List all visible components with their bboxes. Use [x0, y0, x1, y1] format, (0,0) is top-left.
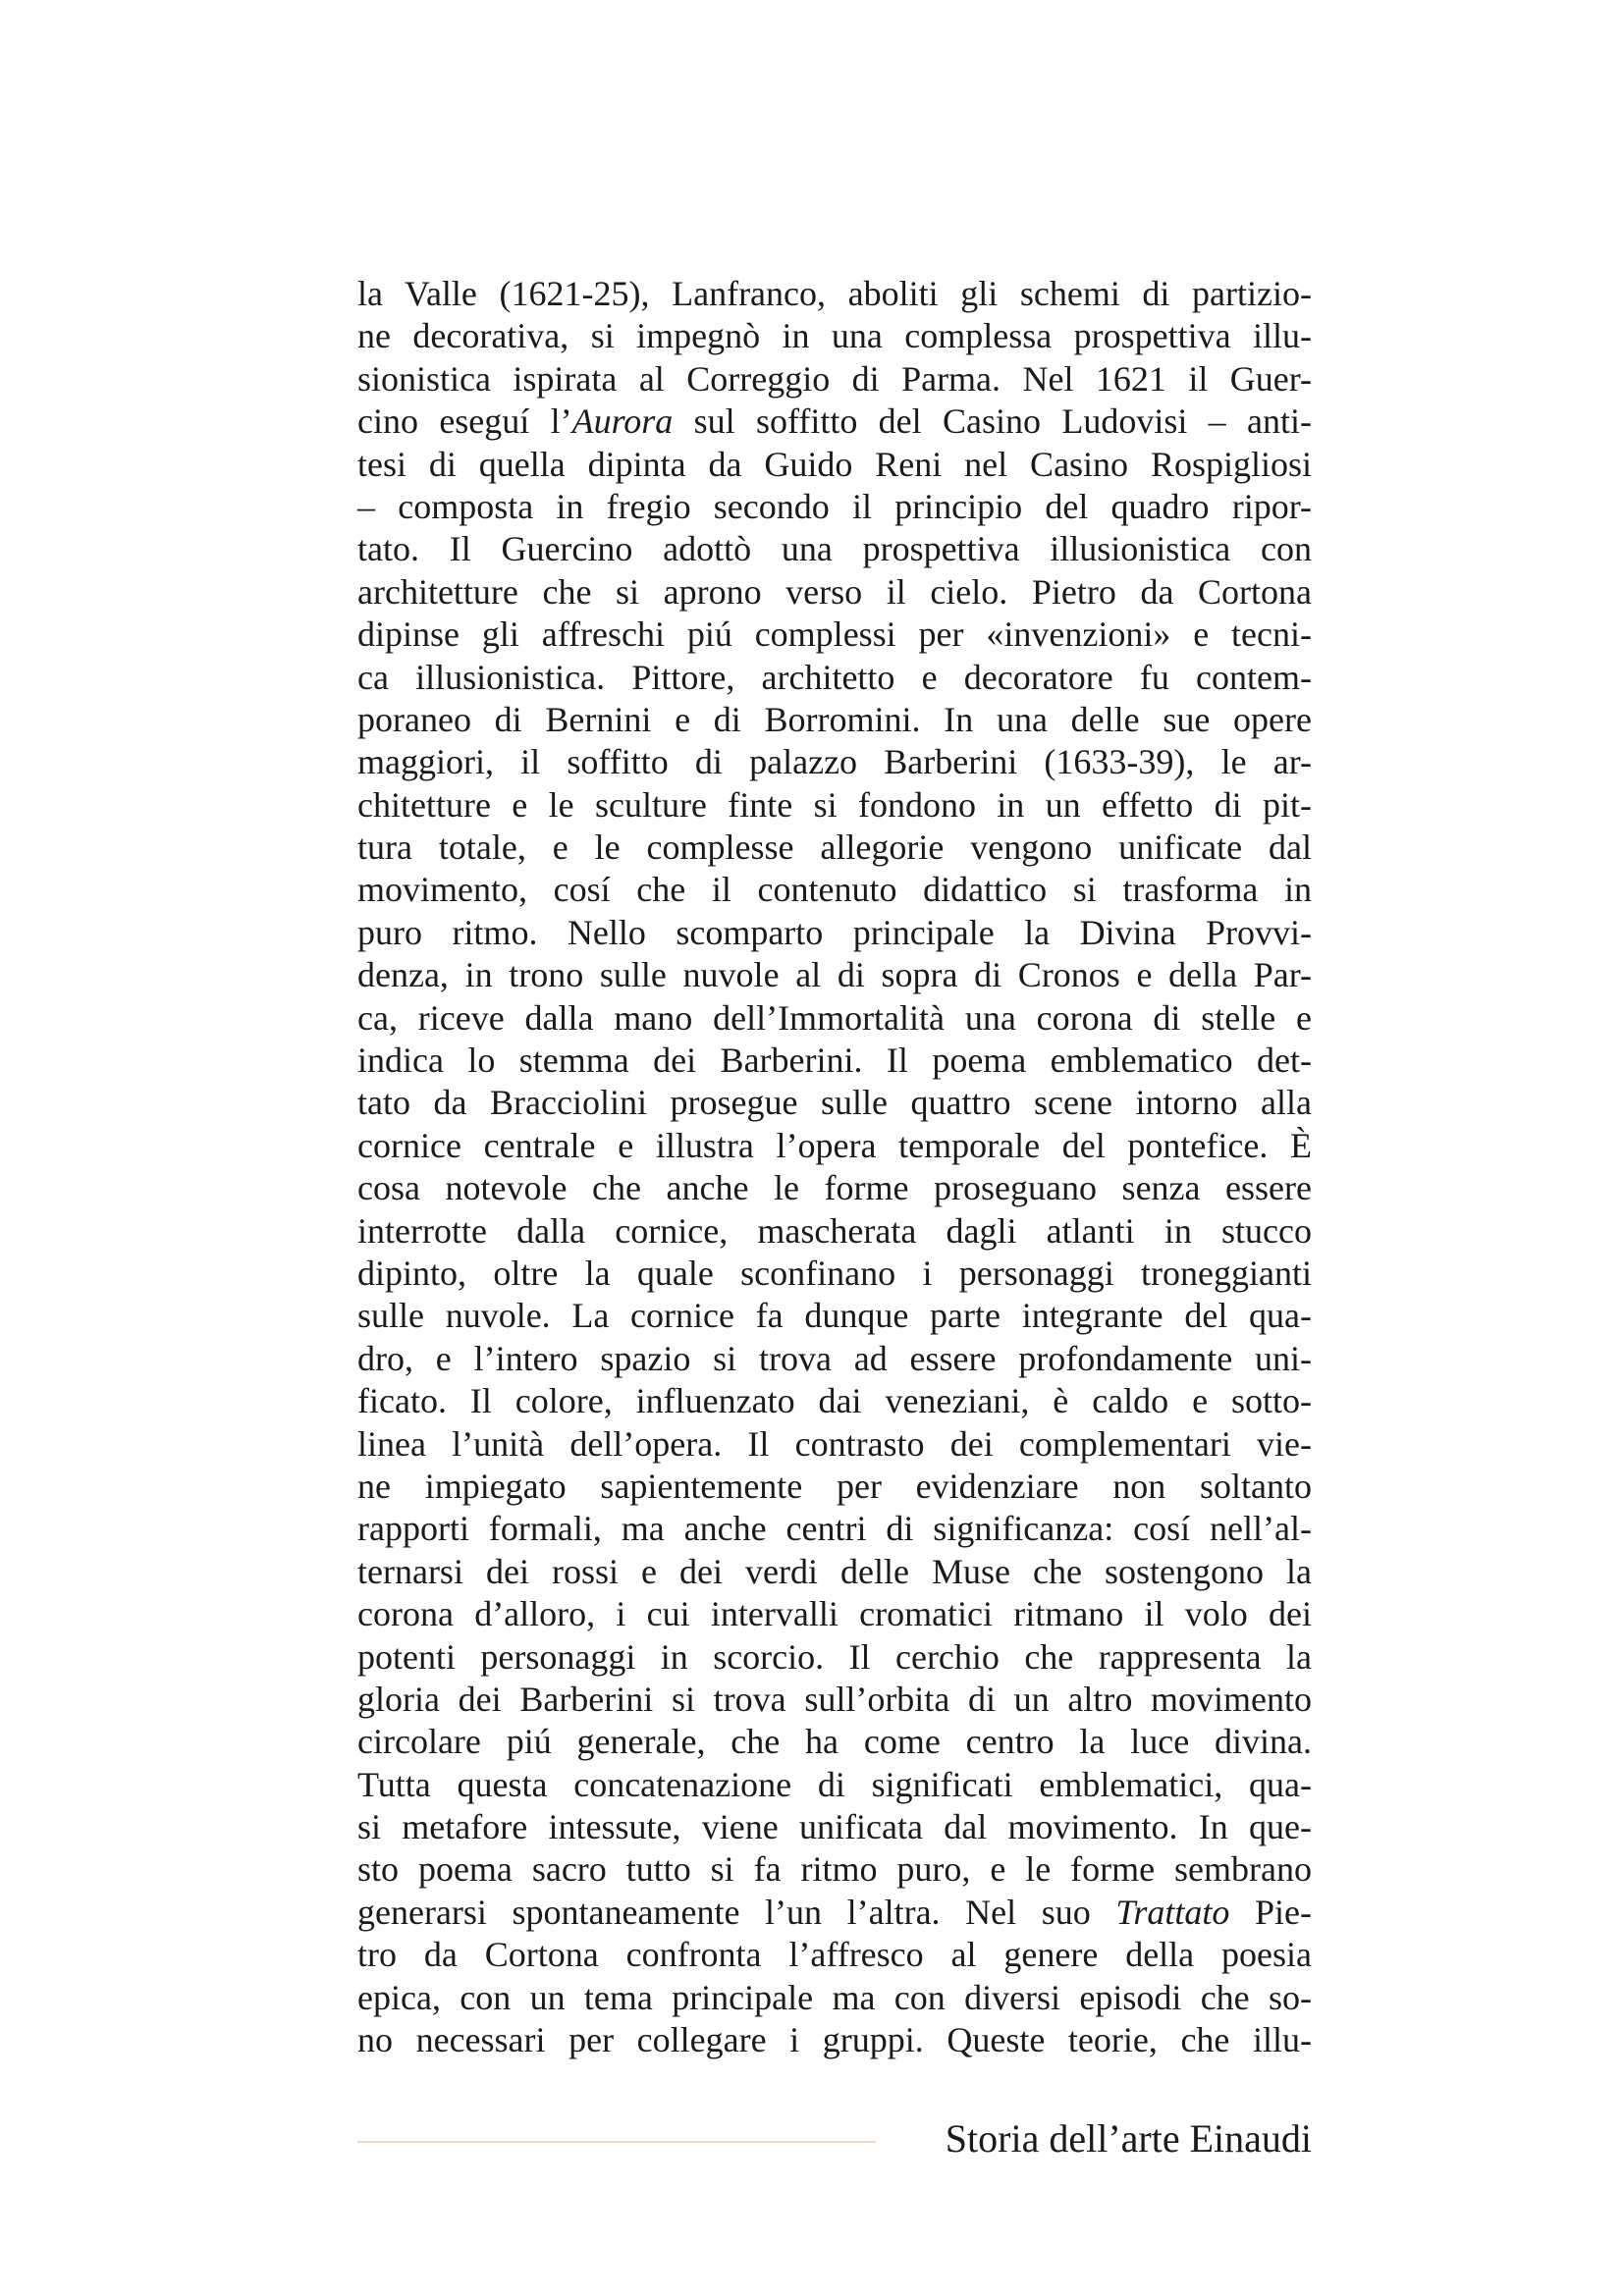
text-line: ne impiegato sapientemente per evidenziare non soltanto	[357, 1466, 1312, 1506]
text-line: architetture che si aprono verso il cielo. Pietro da Cortona	[357, 571, 1312, 612]
text-line: gloria dei Barberini si trova sull’orbita di un altro movimento	[357, 1679, 1312, 1719]
text-line: ne decorativa, si impegnò in una complessa prospettiva illu-	[357, 316, 1312, 356]
text-line: rapporti formali, ma anche centri di significanza: cosí nell’al-	[357, 1509, 1312, 1549]
text-line: tato. Il Guercino adottò una prospettiva illusionistica con	[357, 529, 1312, 569]
text-line: Tutta questa concatenazione di significati emblematici, qua-	[357, 1764, 1312, 1804]
text-line: ca illusionistica. Pittore, architetto e decoratore fu contem-	[357, 657, 1312, 697]
text-line: ternarsi dei rossi e dei verdi delle Muse che sostengono la	[357, 1551, 1312, 1591]
text-line: puro ritmo. Nello scomparto principale la Divina Provvi-	[357, 912, 1312, 952]
text-line: chitetture e le sculture finte si fondono in un effetto di pit-	[357, 784, 1312, 825]
italic-title: Aurora	[571, 401, 674, 442]
text-line: cosa notevole che anche le forme proseguano senza essere	[357, 1168, 1312, 1208]
italic-title: Trattato	[1115, 1892, 1230, 1932]
text-line: tura totale, e le complesse allegorie vengono unificate dal	[357, 828, 1312, 868]
text-line: sulle nuvole. La cornice fa dunque parte integrante del qua-	[357, 1296, 1312, 1336]
text-line: corona d’alloro, i cui intervalli cromatici ritmano il volo dei	[357, 1594, 1312, 1634]
text-line: interrotte dalla cornice, mascherata dagli atlanti in stucco	[357, 1210, 1312, 1251]
text-line: ficato. Il colore, influenzato dai veneziani, è caldo e sotto-	[357, 1381, 1312, 1421]
text-line: tesi di quella dipinta da Guido Reni nel Casino Rospigliosi	[357, 444, 1312, 484]
footer-rule	[357, 2141, 876, 2143]
text-line: dro, e l’intero spazio si trova ad essere profondamente uni-	[357, 1338, 1312, 1378]
text-line: maggiori, il soffitto di palazzo Barberini (1633-39), le ar-	[357, 742, 1312, 782]
text-line: ca, riceve dalla mano dell’Immortalità una corona di stelle e	[357, 997, 1312, 1038]
text-line: sionistica ispirata al Correggio di Parma. Nel 1621 il Guer-	[357, 358, 1312, 399]
text-line: denza, in trono sulle nuvole al di sopra di Cronos e della Par-	[357, 955, 1312, 995]
text-line: – composta in fregio secondo il principio del quadro ripor-	[357, 486, 1312, 526]
text-line: potenti personaggi in scorcio. Il cerchio che rappresenta la	[357, 1636, 1312, 1677]
footer-title: Storia dell’arte Einaudi	[945, 2116, 1312, 2161]
text-line: epica, con un tema principale ma con diversi episodi che so-	[357, 1977, 1312, 2017]
text-line: cino eseguí l’Aurora sul soffitto del Casino Ludovisi – anti-	[357, 401, 1312, 442]
text-line: tato da Bracciolini prosegue sulle quattro scene intorno alla	[357, 1083, 1312, 1123]
text-line: linea l’unità dell’opera. Il contrasto dei complementari vie-	[357, 1423, 1312, 1464]
text-line: circolare piú generale, che ha come centro la luce divina.	[357, 1722, 1312, 1762]
text-line: generarsi spontaneamente l’un l’altra. Nel suo Trattato Pie-	[357, 1892, 1312, 1932]
text-line: no necessari per collegare i gruppi. Queste teorie, che illu-	[357, 2020, 1312, 2060]
text-line: la Valle (1621-25), Lanfranco, aboliti gli schemi di partizio-	[357, 274, 1312, 313]
text-line: dipinse gli affreschi piú complessi per «invenzioni» e tecni-	[357, 614, 1312, 655]
text-line: sto poema sacro tutto si fa ritmo puro, e le forme sembrano	[357, 1849, 1312, 1890]
text-line: poraneo di Bernini e di Borromini. In una delle sue opere	[357, 699, 1312, 739]
text-line: si metafore intessute, viene unificata dal movimento. In que-	[357, 1807, 1312, 1847]
text-line: dipinto, oltre la quale sconfinano i personaggi troneggianti	[357, 1253, 1312, 1293]
text-line: indica lo stemma dei Barberini. Il poema emblematico det-	[357, 1041, 1312, 1081]
text-line: tro da Cortona confronta l’affresco al genere della poesia	[357, 1935, 1312, 1975]
text-line: cornice centrale e illustra l’opera temporale del pontefice. È	[357, 1125, 1312, 1165]
body-text	[357, 273, 1312, 2061]
text-line: movimento, cosí che il contenuto didattico si trasforma in	[357, 870, 1312, 910]
